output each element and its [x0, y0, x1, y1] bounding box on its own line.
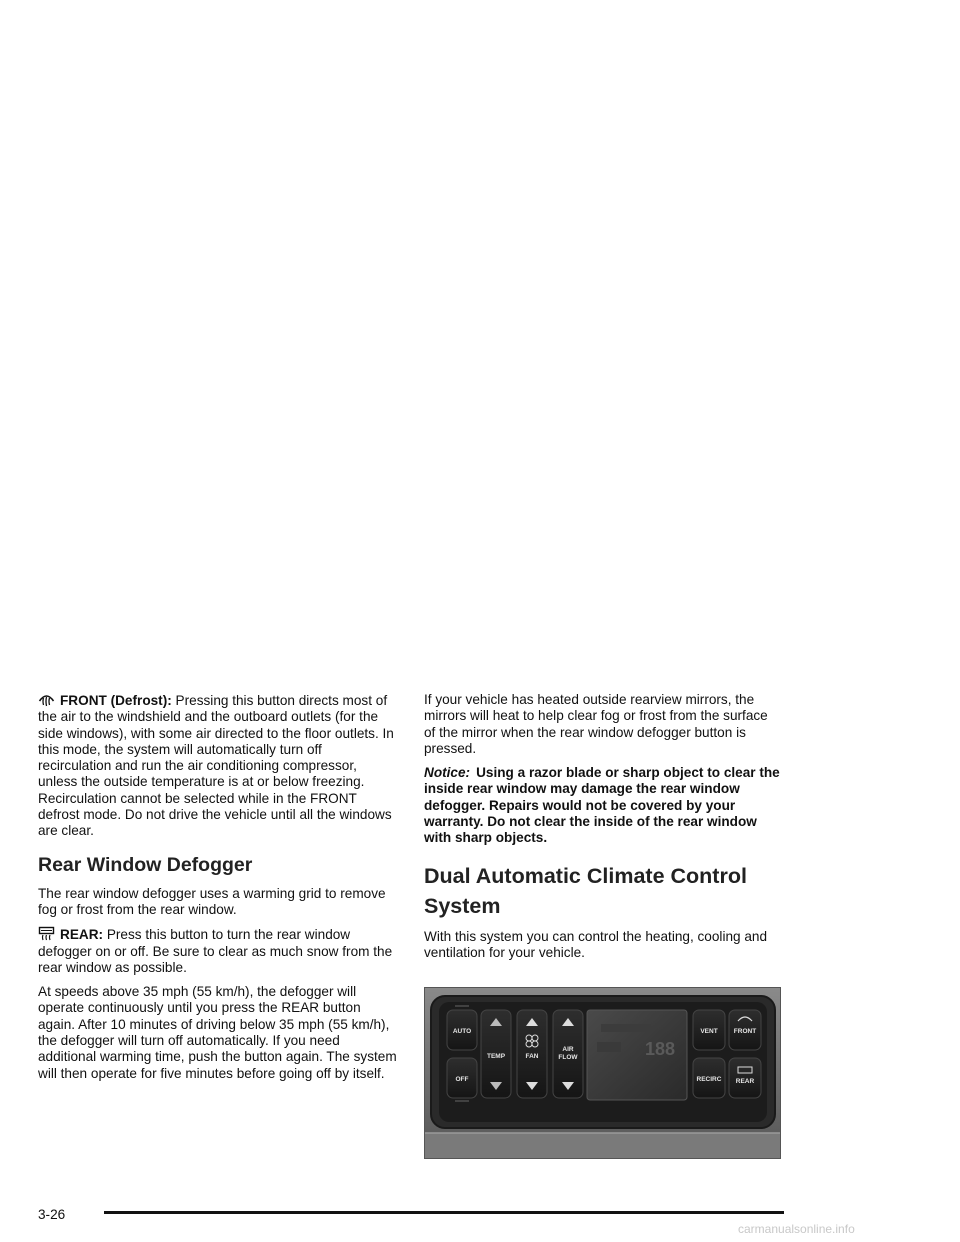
rear-button-text: Press this button to turn the rear window defogger on or off. Be sure to clear as much snow from the rear window as possible.: [38, 927, 393, 975]
display-readout: 188: [644, 1039, 676, 1059]
page-number: 3-26: [38, 1207, 66, 1222]
rear-defogger-heading: Rear Window Defogger: [38, 853, 253, 876]
rear-button-paragraph: [38, 926, 398, 976]
rear-button-label: REAR:: [60, 927, 104, 943]
front-defrost-icon: [38, 692, 55, 707]
fan-button-label: FAN: [525, 1053, 539, 1060]
notice-label: Notice:: [424, 765, 471, 781]
front-button-label: FRONT: [733, 1028, 757, 1035]
air-flow-label-air: AIR: [562, 1046, 574, 1053]
rear-defrost-icon: [38, 926, 55, 941]
off-button-label: OFF: [455, 1076, 469, 1083]
dual-climate-heading: Dual Automatic Climate Control System: [424, 863, 747, 918]
temp-button-label: TEMP: [486, 1053, 506, 1060]
front-defrost-label: FRONT (Defrost):: [60, 693, 172, 708]
mirrors-paragraph: If your vehicle has heated outside rearview mirrors, the mirrors will heat to help clear fog or frost from the surface of the mirror when the rear window defogger button is pressed.: [424, 692, 768, 756]
front-defrost-paragraph: [38, 692, 398, 840]
air-flow-label-flow: FLOW: [558, 1054, 578, 1061]
vent-button-label: VENT: [700, 1028, 718, 1035]
auto-button-label: AUTO: [452, 1028, 472, 1035]
climate-control-photo: [424, 987, 781, 1159]
footer-rule: [104, 1211, 784, 1214]
climate-control-panel-illustration: [425, 988, 781, 1159]
rear-defogger-intro: The rear window defogger uses a warming grid to remove fog or frost from the rear window.: [38, 885, 386, 917]
left-column: [38, 692, 398, 1090]
dual-climate-intro: With this system you can control the heating, cooling and ventilation for your vehicle.: [424, 928, 768, 960]
notice-text: Using a razor blade or sharp object to clear the inside rear window may damage the rear window defogger. Repairs would not be covered by your warranty. Do not clear the inside of the rear window with sharp objects.: [424, 765, 780, 846]
front-defrost-text: Pressing this button directs most of the air to the windshield and the outboard outlets (for the side windows), with some air directed to the floor outlets. In this mode, the system will automatically turn off recirculation and run the air conditioning compressor, unless the outside temperature is at or below freezing. Recirculation cannot be selected while in the FRONT defrost mode. Do not drive the vehicle until all the windows are clear.: [38, 693, 394, 839]
right-column: [424, 692, 782, 969]
notice-paragraph: [424, 765, 782, 846]
rear-button-panel-label: REAR: [735, 1078, 755, 1085]
recirc-button-label: RECIRC: [696, 1076, 722, 1083]
watermark: carmanualsonline.info: [738, 1222, 855, 1236]
speeds-paragraph: At speeds above 35 mph (55 km/h), the defogger will operate continuously until you press the REAR button again. After 10 minutes of driving below 35 mph (55 km/h), the defogger will turn off automatically. If you need additional warming time, push the button again. The system will then operate for five minutes before going off by itself.: [38, 984, 397, 1081]
